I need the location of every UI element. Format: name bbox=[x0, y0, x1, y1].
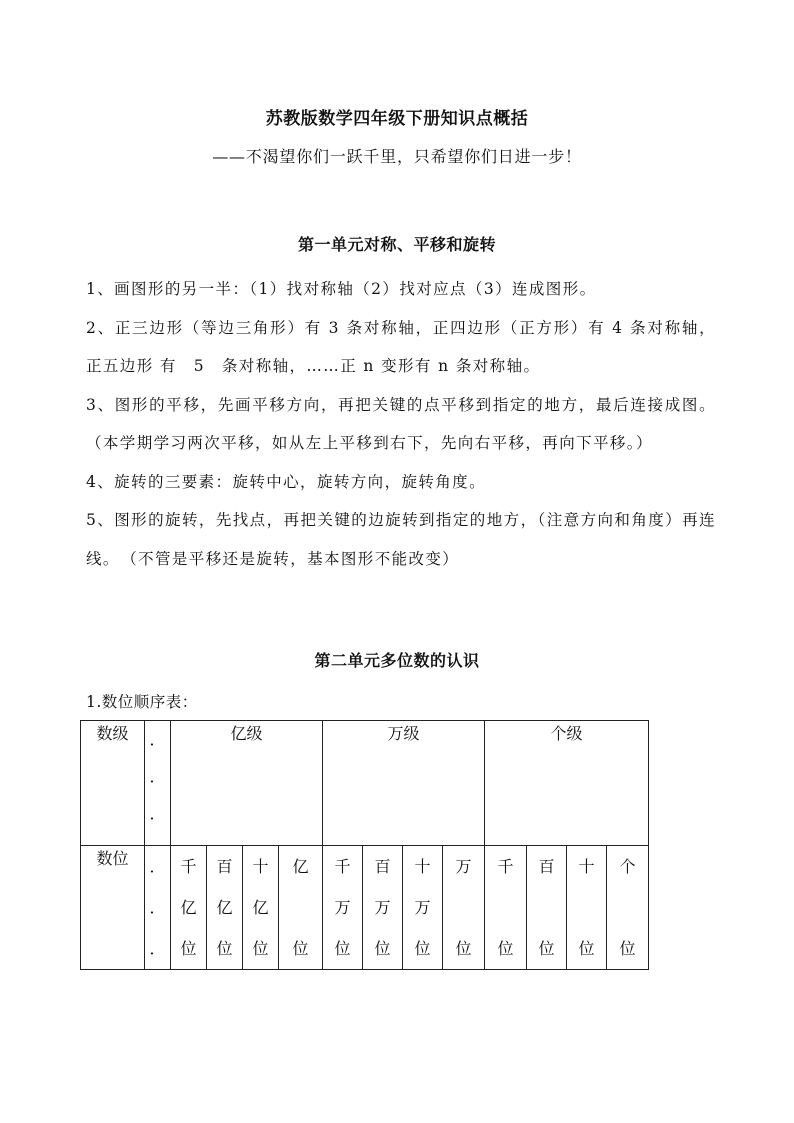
place-cell bbox=[323, 846, 363, 970]
place-char: 千 bbox=[334, 857, 351, 876]
place-char: 位 bbox=[334, 939, 351, 958]
dot: ． bbox=[149, 939, 166, 958]
dots-cell bbox=[145, 846, 171, 970]
place-char: 万 bbox=[374, 898, 391, 917]
place-cell bbox=[243, 846, 279, 970]
place-char: 位 bbox=[578, 939, 595, 958]
place-char bbox=[584, 887, 589, 928]
unit1-item: 2、正三边形（等边三角形）有 3 条对称轴，正四边形（正方形）有 4 条对称轴，正五边形 有 5 条对称轴，……正 n 变形有 n 条对称轴。 bbox=[86, 318, 716, 375]
place-cell bbox=[485, 846, 527, 970]
place-char: 十 bbox=[578, 857, 595, 876]
place-char: 亿 bbox=[216, 898, 233, 917]
dot: ． bbox=[149, 804, 166, 823]
place-char bbox=[544, 887, 549, 928]
place-char: 位 bbox=[374, 939, 391, 958]
place-char: 万 bbox=[455, 857, 472, 876]
dot: ． bbox=[149, 857, 166, 876]
group-wan: 万级 bbox=[323, 721, 485, 846]
place-char: 十 bbox=[414, 857, 431, 876]
place-char: 十 bbox=[252, 857, 269, 876]
group-ge: 个级 bbox=[485, 721, 649, 846]
unit1-item: 4、旋转的三要素：旋转中心，旋转方向，旋转角度。 bbox=[86, 472, 486, 491]
place-char: 位 bbox=[414, 939, 431, 958]
unit1-item: 1、画图形的另一半：（1）找对称轴（2）找对应点（3）连成图形。 bbox=[86, 280, 597, 298]
dot: ． bbox=[149, 730, 166, 749]
place-char: 位 bbox=[497, 939, 514, 958]
page-subtitle: ——不渴望你们一跃千里，只希望你们日进一步！ bbox=[212, 147, 582, 166]
place-char: 位 bbox=[619, 939, 636, 958]
group-yi: 亿级 bbox=[171, 721, 323, 846]
dot: ． bbox=[149, 898, 166, 917]
place-cell bbox=[567, 846, 607, 970]
place-char: 位 bbox=[252, 939, 269, 958]
place-char: 位 bbox=[180, 939, 197, 958]
place-cell bbox=[207, 846, 243, 970]
row-label-places: 数位 bbox=[81, 846, 145, 970]
place-cell bbox=[363, 846, 403, 970]
place-cell bbox=[279, 846, 323, 970]
unit1-heading: 第一单元对称、平移和旋转 bbox=[297, 235, 496, 254]
place-char: 位 bbox=[538, 939, 555, 958]
place-char: 千 bbox=[180, 857, 197, 876]
place-char: 百 bbox=[538, 857, 555, 876]
place-char: 万 bbox=[414, 898, 431, 917]
unit1-item: 3、图形的平移，先画平移方向，再把关键的点平移到指定的地方，最后连接成图。（本学期学习两次平移，如从左上平移到右下，先向右平移，再向下平移。） bbox=[86, 395, 716, 452]
place-cell bbox=[171, 846, 207, 970]
place-char bbox=[503, 887, 508, 928]
place-cell bbox=[403, 846, 443, 970]
unit1-item: 5、图形的旋转，先找点，再把关键的边旋转到指定的地方，（注意方向和角度）再连线。 （不管是平移还是旋转，基本图形不能改变） bbox=[86, 511, 716, 568]
place-value-table bbox=[80, 720, 649, 970]
unit1-body bbox=[86, 270, 716, 578]
place-cell bbox=[443, 846, 485, 970]
unit2-heading: 第二单元多位数的认识 bbox=[314, 651, 480, 670]
place-char bbox=[461, 887, 466, 928]
table-label: 1.数位顺序表： bbox=[86, 693, 198, 711]
place-char: 百 bbox=[374, 857, 391, 876]
place-char: 位 bbox=[455, 939, 472, 958]
dot: ． bbox=[149, 767, 166, 786]
place-char: 个 bbox=[619, 857, 636, 876]
page-title: 苏教版数学四年级下册知识点概括 bbox=[265, 109, 529, 129]
place-char bbox=[298, 887, 303, 928]
row-label-levels: 数级 bbox=[81, 721, 145, 846]
place-char bbox=[625, 887, 630, 928]
table-row-places bbox=[81, 846, 649, 970]
place-char: 亿 bbox=[292, 857, 309, 876]
place-char: 位 bbox=[292, 939, 309, 958]
place-char: 千 bbox=[497, 857, 514, 876]
place-cell bbox=[527, 846, 567, 970]
place-char: 亿 bbox=[180, 898, 197, 917]
place-char: 万 bbox=[334, 898, 351, 917]
table-row-levels bbox=[81, 721, 649, 846]
place-cell bbox=[607, 846, 649, 970]
place-char: 亿 bbox=[252, 898, 269, 917]
place-char: 百 bbox=[216, 857, 233, 876]
dots-cell bbox=[145, 721, 171, 846]
place-char: 位 bbox=[216, 939, 233, 958]
